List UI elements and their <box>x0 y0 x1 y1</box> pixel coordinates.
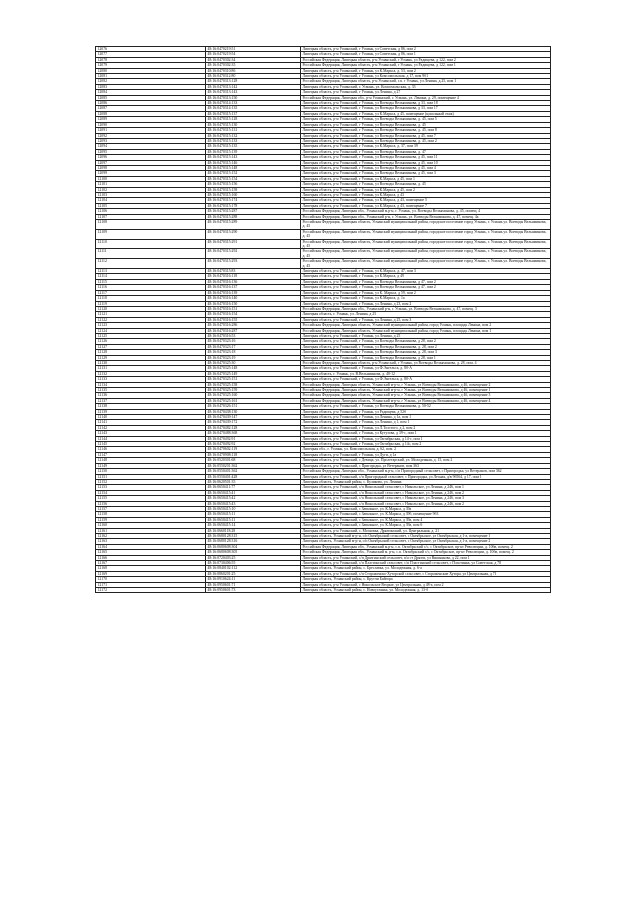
cadastral-number-cell: 48:16:0470323:17 <box>206 344 301 349</box>
row-number-cell: 12142 <box>96 425 206 430</box>
address-cell: Липецкая область, р-н Усманский, г Усмань, ул Воеводы Вельяминова, д. 28, пом 3 <box>301 350 551 355</box>
address-cell: Липецкая область, р-н Усманский, г Усмань, ул Воеводы Вельяминова, д 45, пом 11 <box>301 155 551 160</box>
address-cell: Липецкая область, р-н Усманский, с/п Стороженско-Хуторской сельсовет, с Стороженские Хутора, ул Центральная, д 71 <box>301 571 551 576</box>
address-cell: Липецкая область, р-н Усманский, г Усмань, ул Воеводы Вельяминова, д 47, пом 2 <box>301 285 551 290</box>
cadastral-number-cell: 48:16:0470316:136 <box>206 279 301 284</box>
address-cell: Липецкая область, р-н Усманский, г Усмань, ул Дуги, д 1а <box>301 452 551 457</box>
table-row <box>96 239 551 249</box>
cadastral-number-cell: 48:16:0470313:128 <box>206 79 301 84</box>
cadastral-number-cell: 48:16:0470492:92 <box>206 442 301 447</box>
address-cell: Липецкая область, р-н Усманский, с Пригородка, ул Ветеранов, пом 363 <box>301 463 551 468</box>
cadastral-number-cell: 48:16:0470315:293 <box>206 259 301 269</box>
address-cell: Липецкая область, р-н Усманский, г Усмань, ул Воеводы Вельяминова, д 28, пом 2 <box>301 339 551 344</box>
cadastral-number-cell: 48:16:0470439:147 <box>206 415 301 420</box>
row-number-cell: 12077 <box>96 52 206 57</box>
address-cell: Липецкая область, р-н Усманский, г Усмань, ул К.Маркса, д 45, пом 1 <box>301 176 551 181</box>
address-cell: Российская Федерация, Липецкая область, Усманский муниципальный район, городское поселение город Усмань, г. Усмань ул. Воеводы Вельяминова, д. 45 <box>301 249 551 259</box>
cadastral-number-cell: 48:16:0680128:315 <box>206 533 301 538</box>
cadastral-number-cell: 48:16:0950601:73 <box>206 588 301 593</box>
row-number-cell: 12097 <box>96 160 206 165</box>
cadastral-number-cell: 48:16:0470315:130 <box>206 122 301 127</box>
cadastral-number-cell: 48:16:0470602:119 <box>206 447 301 452</box>
cadastral-number-cell: 48:16:0720403:25 <box>206 555 301 560</box>
row-number-cell: 12117 <box>96 290 206 295</box>
address-cell: Липецкая область, р-н Усманский, г Усмань, ул К.Маркса, д 49 <box>301 274 551 279</box>
cadastral-number-cell: 48:16:0470316:53 <box>206 333 301 338</box>
address-cell: Липецкая область, р-н Усманский, г Усмань, ул Воеводы Вельяминова, д 45, пом 10 <box>301 160 551 165</box>
address-cell: Российская Федерация, Липецкая область, Усманский муниципальный район, город Усмань, площадь Ленина, пом 2 <box>301 323 551 328</box>
row-number-cell: 12109 <box>96 229 206 239</box>
cadastral-number-cell: 48:16:0470325:148 <box>206 366 301 371</box>
table-row <box>96 249 551 259</box>
address-cell: Липецкая область, р-н Усманский, г Усмань, ул Воеводы Вельяминова, д. 50-52 <box>301 404 551 409</box>
row-number-cell: 12103 <box>96 192 206 197</box>
cadastral-number-cell: 48:16:0470313:143 <box>206 90 301 95</box>
row-number-cell: 12144 <box>96 436 206 441</box>
address-cell: Липецкая область, р-н Усманский, г Усмань, ул Советская, д 86, пом 1 <box>301 52 551 57</box>
address-cell: Липецкая область, р-н Усманский, с/п Никольский сельсовет, с Никольское, ул Ленина, д 246, пом 2 <box>301 501 551 506</box>
cadastral-number-cell: 48:16:0650415:41 <box>206 490 301 495</box>
cadastral-number-cell: 48:16:0470315:290 <box>206 229 301 239</box>
address-cell: Российская Федерация, Липецкая область, Усманский м-р-н, г Усмань, ул Воеводы Вельяминова, д 46, помещение 4 <box>301 398 551 403</box>
row-number-cell: 12119 <box>96 301 206 306</box>
row-number-cell: 12136 <box>96 393 206 398</box>
row-number-cell: 12153 <box>96 485 206 490</box>
address-cell: Российская Федерация, Липецкая обл., Усманский м.р-н, с/п Пригородный сельсовет, с Пригородка, ул Ветеранов, пом 362 <box>301 469 551 474</box>
cadastral-number-cell: 48:16:0470313:142 <box>206 84 301 89</box>
address-cell: Липецкая область, Усманский район, с. Крутчи Байгора <box>301 577 551 582</box>
row-number-cell: 12100 <box>96 176 206 181</box>
row-number-cell: 12127 <box>96 344 206 349</box>
address-cell: Липецкая область, р-н Усманский, г Усмань, ул Воеводы Вельяминова, д 33, пом 17 <box>301 106 551 111</box>
address-cell: Российская Федерация, Липецкая область, р-н Усманский, г Усмань, ул Радищева, д 122, пом 1 <box>301 63 551 68</box>
row-number-cell: 12171 <box>96 582 206 587</box>
address-cell: Липецкая область, р-н Усманский, г Усмань, ул Комсомольская, д 17, пом 9б1 <box>301 74 551 79</box>
cadastral-number-cell: 48:16:0470315:135 <box>206 144 301 149</box>
row-number-cell: 12148 <box>96 458 206 463</box>
row-number-cell: 12081 <box>96 74 206 79</box>
row-number-cell: 12098 <box>96 165 206 170</box>
row-number-cell: 12160 <box>96 523 206 528</box>
cadastral-number-cell: 48:16:0470316:287 <box>206 328 301 333</box>
row-number-cell: 12078 <box>96 57 206 62</box>
row-number-cell: 12149 <box>96 463 206 468</box>
row-number-cell: 12105 <box>96 203 206 208</box>
address-cell: Российская Федерация, Липецкая обл., Усманский р-н, г. Усмань, ул. Воеводы Вельяминова, д. 47, помещ. 4а <box>301 214 551 219</box>
address-cell: Липецкая область, р-н Усманский, г Усмань, ул К.Маркса, д. 37, пом 39 <box>301 144 551 149</box>
address-cell: Липецкая область, р-н Усманский, г Усмань, ул Октябрьская, д 14-с, пом 1 <box>301 436 551 441</box>
row-number-cell: 12115 <box>96 279 206 284</box>
row-number-cell: 12146 <box>96 447 206 452</box>
cadastral-number-cell: 48:16:0650415:14 <box>206 523 301 528</box>
cadastral-number-cell: 48:16:0470908:118 <box>206 452 301 457</box>
row-number-cell: 12147 <box>96 452 206 457</box>
address-cell: Липецкая область, р-н Усманский, г Усмань, ул Л.Толстого, д 2, пом 2 <box>301 425 551 430</box>
row-number-cell: 12138 <box>96 404 206 409</box>
cadastral-number-cell: 48:16:0470325:161 <box>206 398 301 403</box>
row-number-cell: 12143 <box>96 431 206 436</box>
cadastral-number-cell: 48:16:0470325:30 <box>206 360 301 365</box>
row-number-cell: 12155 <box>96 496 206 501</box>
row-number-cell: 12110 <box>96 239 206 249</box>
address-cell: Липецкая область, р-н Усманский, г Усмань, ул Ф.Энгельса, д. 80-А <box>301 366 551 371</box>
row-number-cell: 12120 <box>96 306 206 311</box>
address-cell: Липецкая область, р-н Усманский, с Девица, ул. Пролетарский, ул. Молодежная, д. 15, пом 2 <box>301 458 551 463</box>
row-number-cell: 12132 <box>96 371 206 376</box>
address-cell: Липецкая область, р-н Усманский, г Усмань, ул Воеводы Вельяминова, д. 45, пом 8 <box>301 128 551 133</box>
row-number-cell: 12134 <box>96 382 206 387</box>
address-cell: Липецкая область, р-н Усманский, г Усмань, ул Ленина, д 1а, пом 1 <box>301 415 551 420</box>
cadastral-number-cell: 48:16:0470315:83 <box>206 269 301 274</box>
row-number-cell: 12101 <box>96 182 206 187</box>
registry-table-body <box>96 47 551 593</box>
row-number-cell: 12161 <box>96 528 206 533</box>
cadastral-number-cell: 48:16:0550201:362 <box>206 463 301 468</box>
cadastral-number-cell: 48:16:0470315:137 <box>206 111 301 116</box>
address-cell: Липецкая область, р-н Усманский, с Завальное, ул. К.Маркса, д 39а <box>301 506 551 511</box>
address-cell: Липецкая область, р-н Усманский, с/п Пластинский сельсовет, с/п Пластинский сельсовет, с Пластинка, ул Советская, д 78 <box>301 561 551 566</box>
address-cell: Российская Федерация, Липецкая обл., Усманский м.р-н, с.п. Октябрьский с/с, с Октябрьское, пр-кт Революции, д. 10бв, помещ. 2 <box>301 544 551 549</box>
row-number-cell: 12088 <box>96 111 206 116</box>
row-number-cell: 12104 <box>96 198 206 203</box>
address-cell: Липецкая область, р-н Усманский, г Усмань, ул К.Маркса, д 45, помещение (цокольный этаж) <box>301 111 551 116</box>
cadastral-number-cell: 48:16:0470315:288 <box>206 214 301 219</box>
address-cell: Липецкая область, р-н Усманский, с Завальное, ул. К.Маркса, д 39а, пом 4 <box>301 517 551 522</box>
cadastral-number-cell: 48:16:0470488:368 <box>206 431 301 436</box>
address-cell: Липецкая область, р-н Усманский, г Усмань, ул Радищева, д 52б <box>301 409 551 414</box>
address-cell: Липецкая область, р-н Усманский, с/п Пригородный сельсовет, с Пригородка, ул Лесная, д/в 9б564, д 17, пом 1 <box>301 474 551 479</box>
registry-table <box>95 46 551 593</box>
cadastral-number-cell: 48:16:0470314:133 <box>206 101 301 106</box>
row-number-cell: 12133 <box>96 377 206 382</box>
row-number-cell: 12112 <box>96 259 206 269</box>
address-cell: Российская Федерация, Липецкая область, Усманский муниципальный район, городское поселение город Усмань, г. Усмань ул. Воеводы Вельяминова, д. 45 <box>301 229 551 239</box>
address-cell: Липецкая область, р-н Усманский, г Усмань, ул К. Маркса, д 59, пом 2 <box>301 290 551 295</box>
cadastral-number-cell: 48:16:0470315:156 <box>206 182 301 187</box>
row-number-cell: 12084 <box>96 90 206 95</box>
address-cell: Липецкая область, р-н Усманский, г Усмань, ул К.Маркса, д 43 <box>301 192 551 197</box>
address-cell: Российская Федерация, Липецкая обл., р-н Усманский, г. Усмань, ул. Ленина, д. 29, помещение 4 <box>301 95 551 100</box>
cadastral-number-cell: 48:16:0470316:286 <box>206 323 301 328</box>
row-number-cell: 12140 <box>96 415 206 420</box>
address-cell: Российская Федерация, Липецкая область, р-н Усманский, г.п. г Усмань, ул Ленина, д.25, пом 1 <box>301 79 551 84</box>
address-cell: Российская Федерация, Липецкая обл., Усманский р-н, г. Усмань, ул. Воеводы Вельяминова, д. 47, помещ. 3 <box>301 306 551 311</box>
row-number-cell: 12089 <box>96 117 206 122</box>
address-cell: Липецкая область, р-н Усманский, г Усмань, ул Ленина, д 25, пом 3 <box>301 317 551 322</box>
row-number-cell: 12125 <box>96 333 206 338</box>
row-number-cell: 12168 <box>96 566 206 571</box>
row-number-cell: 12162 <box>96 533 206 538</box>
row-number-cell: 12108 <box>96 220 206 230</box>
address-cell: Липецкая область, р-н Усманский, г Усмань, ул К.Маркса, д. 47, пом 3 <box>301 269 551 274</box>
cadastral-number-cell: 48:16:0470326:151 <box>206 404 301 409</box>
address-cell: Липецкая область, Усманский район, с. Новоуглянка, ул. Молодежная, д. 13-б <box>301 588 551 593</box>
row-number-cell: 12163 <box>96 539 206 544</box>
cadastral-number-cell: 48:16:0470316:151 <box>206 306 301 311</box>
address-cell: Липецкая область, г. Усмань, ул. Ленина, д 25 <box>301 312 551 317</box>
cadastral-number-cell: 48:16:0470315:289 <box>206 220 301 230</box>
cadastral-number-cell: 48:16:0470325:160 <box>206 393 301 398</box>
row-number-cell: 12172 <box>96 588 206 593</box>
row-number-cell: 12090 <box>96 122 206 127</box>
row-number-cell: 12151 <box>96 474 206 479</box>
row-number-cell: 12114 <box>96 274 206 279</box>
address-cell: Липецкая область, р-н Усманский, г Усмань, ул Советская, д 86, пом 2 <box>301 47 551 52</box>
address-cell: Липецкая область, р-н Усманский, г Усмань, ул Ленина, д 25 <box>301 333 551 338</box>
cadastral-number-cell: 48:16:0680608:304 <box>206 544 301 549</box>
cadastral-number-cell: 48:16:0470316:139 <box>206 290 301 295</box>
row-number-cell: 12126 <box>96 339 206 344</box>
row-number-cell: 12085 <box>96 95 206 100</box>
cadastral-number-cell: 48:16:0470316:140 <box>206 296 301 301</box>
address-cell: Российская Федерация, Липецкая область, р-н Усманский, г Усмань, ул Радищева, д 122, пом 2 <box>301 57 551 62</box>
address-cell: Липецкая область, р-н Усманский, г Усмань, ул К.Маркса, д. 1а <box>301 296 551 301</box>
cadastral-number-cell: 48:16:0660118:28 <box>206 528 301 533</box>
address-cell: Липецкая область, р-н Усманский, с Завальное, ул. К.Маркса, д 39б, помещение 9б3 <box>301 512 551 517</box>
address-cell: Липецкая область, р-н Усманский, г Усмань, ул Кутузова, д 39-с, пом 1 <box>301 431 551 436</box>
cadastral-number-cell: 48:16:0470315:143 <box>206 155 301 160</box>
address-cell: Липецкая область, р-н Усманский, г Усмань, ул Ф.Энгельса, д. 80-А <box>301 377 551 382</box>
row-number-cell: 12123 <box>96 323 206 328</box>
table-row <box>96 259 551 269</box>
cadastral-number-cell: 48:16:0470315:131 <box>206 128 301 133</box>
address-cell: Липецкая область, р-н Усманский, г Усмань, ул Воеводы Вельяминова, д 33, пом 18 <box>301 101 551 106</box>
address-cell: Липецкая область, р-н Усманский, с/п Никольский сельсовет, с Никольское, ул Ленина, д 246, пом 2 <box>301 490 551 495</box>
cadastral-number-cell: 48:16:0470315:133 <box>206 138 301 143</box>
cadastral-number-cell: 48:16:0470314:135 <box>206 106 301 111</box>
cadastral-number-cell: 48:16:0470312:80 <box>206 74 301 79</box>
cadastral-number-cell: 48:16:0470219:51 <box>206 47 301 52</box>
cadastral-number-cell: 48:16:0650411:77 <box>206 485 301 490</box>
row-number-cell: 12093 <box>96 138 206 143</box>
cadastral-number-cell: 48:16:0650415:11 <box>206 517 301 522</box>
cadastral-number-cell: 48:16:0470316:137 <box>206 285 301 290</box>
address-cell: Липецкая область, Усманский район, с. Куликово, ул. Ленина <box>301 479 551 484</box>
row-number-cell: 12124 <box>96 328 206 333</box>
address-cell: Липецкая область, Усманский м-р-н, с/п Октябрьский сельсовет, с Октябрьское, ул Октябрьская, д 1-а, помещение 1 <box>301 533 551 538</box>
row-number-cell: 12107 <box>96 214 206 219</box>
address-cell: Липецкая область, р-н Усманский, г Усмань, ул К.Маркса, д. 53, пом 2 <box>301 68 551 73</box>
cadastral-number-cell: 48:16:0470315:139 <box>206 149 301 154</box>
address-cell: Липецкая область, р-н Усманский, с/п Никольский сельсовет, с Никольское, ул Ленина, д 246, пом 3 <box>301 496 551 501</box>
address-cell: Липецкая область, Усманский район, с. Бреславка, ул. Молодежная, д. 6-а <box>301 566 551 571</box>
cadastral-number-cell: 48:16:0520301:68 <box>206 458 301 463</box>
cadastral-number-cell: 48:16:0470315:152 <box>206 171 301 176</box>
address-cell: Липецкая область, р-н Усманский, г Усмань, ул Воеводы Вельяминова, д. 45 <box>301 182 551 187</box>
row-number-cell: 12130 <box>96 360 206 365</box>
row-number-cell: 12076 <box>96 47 206 52</box>
address-cell: Российская Федерация, Липецкая область, Усманский м-р-н, г Усмань, ул Воеводы Вельяминова, д 46, помещение 2 <box>301 382 551 387</box>
table-row <box>96 220 551 230</box>
address-cell: Российская Федерация, Липецкая область, Усманский муниципальный район, городское поселение город Усмань, г. Усмань ул. Воеводы Вельяминова, д. 45 <box>301 220 551 230</box>
address-cell: Российская Федерация, Липецкая область, Усманский муниципальный район, городское поселение город Усмань, г. Усмань ул. Воеводы Вельяминова, д. 45 <box>301 239 551 249</box>
row-number-cell: 12158 <box>96 512 206 517</box>
row-number-cell: 12099 <box>96 171 206 176</box>
cadastral-number-cell: 48:16:0470482:128 <box>206 425 301 430</box>
row-number-cell: 12118 <box>96 296 206 301</box>
row-number-cell: 12079 <box>96 63 206 68</box>
cadastral-number-cell: 48:16:0470323:16 <box>206 339 301 344</box>
row-number-cell: 12137 <box>96 398 206 403</box>
cadastral-number-cell: 48:16:0470492:91 <box>206 436 301 441</box>
address-cell: Липецкая область, р-н Усманский, с/п Дрязгинский сельсовет, п/а ст Дрязги, ул Вишнякова, д 22, пом 1 <box>301 555 551 560</box>
address-cell: Липецкая обл., г. Усмань, ул. Комсомольская, д. 62, пом. 2 <box>301 447 551 452</box>
cadastral-number-cell: 48:16:0470219:54 <box>206 52 301 57</box>
address-cell: Российская Федерация, Липецкая область, Усманский м-р-н, г Усмань, ул Воеводы Вельяминова, д 46, помещение 1 <box>301 388 551 393</box>
cadastral-number-cell: 48:16:0470315:291 <box>206 239 301 249</box>
address-cell: Липецкая область, р-н Усманский, г Усмань, ул Воеводы Вельяминова, д 45, пом 4 <box>301 165 551 170</box>
cadastral-number-cell: 48:16:0950601:71 <box>206 582 301 587</box>
cadastral-number-cell: 48:16:0470325:158 <box>206 382 301 387</box>
row-number-cell: 12116 <box>96 285 206 290</box>
cadastral-number-cell: 48:16:0650415:11 <box>206 512 301 517</box>
row-number-cell: 12113 <box>96 269 206 274</box>
cadastral-number-cell: 48:16:0680608:305 <box>206 550 301 555</box>
address-cell: Российская Федерация, Липецкая область, Усманский муниципальный район, город Усмань, площадь Ленина, пом 1 <box>301 328 551 333</box>
address-cell: Российская Федерация, Липецкая область, Усманский муниципальный район, городское поселение город Усмань, г. Усмань ул. Воеводы Вельяминова, д. 45 <box>301 259 551 269</box>
row-number-cell: 12167 <box>96 561 206 566</box>
cadastral-number-cell: 48:16:0650415:42 <box>206 496 301 501</box>
row-number-cell: 12122 <box>96 317 206 322</box>
row-number-cell: 12152 <box>96 479 206 484</box>
cadastral-number-cell: 48:16:0910624:11 <box>206 577 301 582</box>
row-number-cell: 12165 <box>96 550 206 555</box>
row-number-cell: 12087 <box>96 106 206 111</box>
address-cell: Липецкая область, р-н Усманский, г Усмань, ул Воеводы Вельяминова, д 28, пом 1 <box>301 355 551 360</box>
address-cell: Липецкая область, р-н Усманский, г Усмань, ул Воеводы Вельяминова, д 45, пом 3 <box>301 171 551 176</box>
row-number-cell: 12082 <box>96 79 206 84</box>
address-cell: Липецкая область, р-н Усманский, г Усмань, ул К.Маркса, д 43, помещение 5 <box>301 198 551 203</box>
address-cell: Липецкая область, р-н Усманский, г Усмань, ул Воеводы Вельяминова, д. 45 <box>301 122 551 127</box>
address-cell: Липецкая область, р-н Усманский, г Усмань, ул Ленина, д 23, пом 2 <box>301 301 551 306</box>
cadastral-number-cell: 48:16:0550401:362 <box>206 469 301 474</box>
row-number-cell: 12141 <box>96 420 206 425</box>
cadastral-number-cell: 48:16:0470325:151 <box>206 377 301 382</box>
cadastral-number-cell: 48:16:0470323:18 <box>206 350 301 355</box>
address-cell: Российская Федерация, Липецкая обл., Усманский м.р-н, г. Усмань, ул. Воеводы Вельяминова, д. 45, помещ. 4 <box>301 209 551 214</box>
cadastral-number-cell: 48:16:0470316:150 <box>206 301 301 306</box>
row-number-cell: 12128 <box>96 350 206 355</box>
address-cell: Российская Федерация, Липецкая область, р-н Усманский, г Усмань, ул Воеводы Вельяминова, д. 28, пом. 4 <box>301 360 551 365</box>
row-number-cell: 12139 <box>96 409 206 414</box>
cadastral-number-cell: 48:16:0860201:25 <box>206 571 301 576</box>
cadastral-number-cell: 48:16:0550401:428 <box>206 474 301 479</box>
cadastral-number-cell: 48:16:0470302:34 <box>206 57 301 62</box>
cadastral-number-cell: 48:16:0650415:10 <box>206 506 301 511</box>
row-number-cell: 12083 <box>96 84 206 89</box>
address-cell: Российская Федерация, Липецкая область, Усманский м-р-н, г Усмань, ул Воеводы Вельяминова, д 46, помещение 3 <box>301 393 551 398</box>
address-cell: Липецкая область, р-н Усманский, г Усмань, ул Ленина, д 1, пом 1 <box>301 420 551 425</box>
cadastral-number-cell: 48:16:0470325:159 <box>206 388 301 393</box>
row-number-cell: 12096 <box>96 155 206 160</box>
cadastral-number-cell: 48:16:0470323:19 <box>206 355 301 360</box>
cadastral-number-cell: 48:16:0470315:292 <box>206 249 301 259</box>
row-number-cell: 12159 <box>96 517 206 522</box>
address-cell: Липецкая область, р-н Усманский, с/п Никольский сельсовет, с Никольское, ул Ленина, д 246, пом 1 <box>301 485 551 490</box>
cadastral-number-cell: 48:16:0470325:149 <box>206 371 301 376</box>
address-cell: Липецкая область, р-н Усманский, г Усмань, ул Воеводы Вельяминова, д 45, пом 7 <box>301 133 551 138</box>
row-number-cell: 12095 <box>96 149 206 154</box>
cadastral-number-cell: 48:16:0730406:55 <box>206 561 301 566</box>
address-cell: Липецкая область, р-н Усманский, г Усмань, ул Ленина, д 27 <box>301 90 551 95</box>
cadastral-number-cell: 48:16:0680128:316 <box>206 539 301 544</box>
address-cell: Липецкая область, р-н Усманский, г Усмань, ул Воеводы Вельяминова, д. 45, пом 2 <box>301 138 551 143</box>
address-cell: Липецкая область, р-н Усманский, г Усмань, ул Воеводы Вельяминова, д 47, пом 2 <box>301 279 551 284</box>
address-cell: Липецкая область, р-н Усманский, г Усмань, ул К.Маркса, д 45, пом 2 <box>301 187 551 192</box>
row-number-cell: 12129 <box>96 355 206 360</box>
cadastral-number-cell: 48:16:0470313:150 <box>206 95 301 100</box>
cadastral-number-cell: 48:16:0470316:118 <box>206 274 301 279</box>
row-number-cell: 12092 <box>96 133 206 138</box>
address-cell: Российская Федерация, Липецкая обл., Усманский м. р-н, с.п. Октябрьский с/с, с Октябрьское, пр-кт Революции, д. 10бв, помещ. 2 <box>301 550 551 555</box>
row-number-cell: 12164 <box>96 544 206 549</box>
cadastral-number-cell: 48:16:0840102:112 <box>206 566 301 571</box>
cadastral-number-cell: 48:16:0470315:160 <box>206 192 301 197</box>
cadastral-number-cell: 48:16:0650415:43 <box>206 501 301 506</box>
address-cell: Липецкая область, р-н Усманский, г Усмань, ул Воеводы Вельяминова, д. 28, пом 2 <box>301 344 551 349</box>
table-row <box>96 229 551 239</box>
row-number-cell: 12170 <box>96 577 206 582</box>
row-number-cell: 12145 <box>96 442 206 447</box>
cadastral-number-cell: 48:16:0470315:178 <box>206 203 301 208</box>
cadastral-number-cell: 48:16:0470302:35 <box>206 63 301 68</box>
address-cell: Липецкая область, р-н Усманский, г Усмань, ул Октябрьская, д 14с, пом 2 <box>301 442 551 447</box>
cadastral-number-cell: 48:16:0470315:128 <box>206 117 301 122</box>
address-cell: Липецкая область, р-н Усманский, с Никольское Вторые, ул Центральная, д 48-а, пом 2 <box>301 582 551 587</box>
cadastral-number-cell: 48:16:0470315:146 <box>206 160 301 165</box>
cadastral-number-cell: 48:16:0470315:148 <box>206 165 301 170</box>
cadastral-number-cell: 48:16:0470315:174 <box>206 198 301 203</box>
address-cell: Липецкая область, р-н Усманский, г Усмань, ул Воеводы Вельяминова, д. 47 <box>301 149 551 154</box>
address-cell: Липецкая область, р-н Усманский, г Усмань, ул Воеводы Вельяминова, д. 45, пом 5 <box>301 117 551 122</box>
address-cell: Липецкая область, р-н Усманский, с Завальное, ул. К.Маркса, д 39а, пом 6 <box>301 523 551 528</box>
address-cell: Липецкая область, р-н Усманский, г. Усмань, ул. Комсомольская, д. 33 <box>301 84 551 89</box>
row-number-cell: 12157 <box>96 506 206 511</box>
cadastral-number-cell: 48:16:0470315:287 <box>206 209 301 214</box>
row-number-cell: 12166 <box>96 555 206 560</box>
row-number-cell: 12131 <box>96 366 206 371</box>
row-number-cell: 12156 <box>96 501 206 506</box>
row-number-cell: 12154 <box>96 490 206 495</box>
row-number-cell: 12091 <box>96 128 206 133</box>
address-cell: Липецкая область, Усманский м-р-н, с/п Октябрьский сельсовет, с Октябрьское, ул Октябрьская, д 1-а, помещение 2 <box>301 539 551 544</box>
table-row <box>96 588 551 593</box>
address-cell: Липецкая область, р-н Усманский, г Усмань, ул К.Маркса, д 43, помещение 7 <box>301 203 551 208</box>
address-cell: Липецкая область, г. Усмань, ул. В.Вельяминова, д. 40-12 <box>301 371 551 376</box>
row-number-cell: 12169 <box>96 571 206 576</box>
row-number-cell: 12086 <box>96 101 206 106</box>
row-number-cell: 12135 <box>96 388 206 393</box>
row-number-cell: 12111 <box>96 249 206 259</box>
row-number-cell: 12121 <box>96 312 206 317</box>
address-cell: Липецкая область, р-н Усманский, с. Московка, Дрязгинский, ул. Центральная, д. 21 <box>301 528 551 533</box>
cadastral-number-cell: 48:16:0470438:130 <box>206 409 301 414</box>
cadastral-number-cell: 48:16:0470310:86 <box>206 68 301 73</box>
row-number-cell: 12080 <box>96 68 206 73</box>
row-number-cell: 12106 <box>96 209 206 214</box>
cadastral-number-cell: 48:16:0470315:132 <box>206 133 301 138</box>
cadastral-number-cell: 48:16:0470316:155 <box>206 317 301 322</box>
row-number-cell: 12150 <box>96 469 206 474</box>
cadastral-number-cell: 48:16:0470316:154 <box>206 312 301 317</box>
row-number-cell: 12094 <box>96 144 206 149</box>
cadastral-number-cell: 48:16:0620501:35 <box>206 479 301 484</box>
row-number-cell: 12102 <box>96 187 206 192</box>
cadastral-number-cell: 48:16:0470439:172 <box>206 420 301 425</box>
cadastral-number-cell: 48:16:0470315:158 <box>206 187 301 192</box>
cadastral-number-cell: 48:16:0470315:154 <box>206 176 301 181</box>
